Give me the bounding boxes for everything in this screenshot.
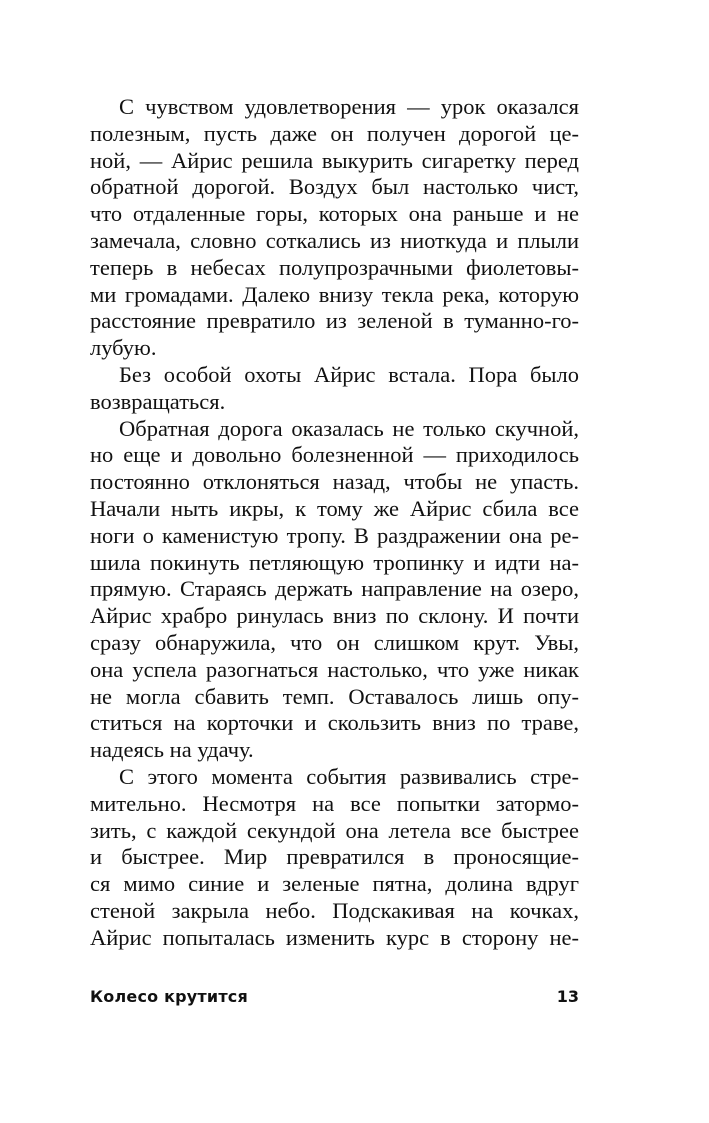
text-line: ся мимо синие и зеленые пятна, долина вдруг	[90, 871, 579, 897]
text-line: прямую. Стараясь держать направление на озеро,	[90, 576, 579, 602]
page-body	[90, 94, 579, 952]
text-line: лубую.	[90, 335, 157, 361]
text-line: Начали ныть икры, к тому же Айрис сбила все	[90, 495, 579, 521]
text-line: ми громадами. Далеко внизу текла река, которую	[90, 281, 579, 307]
text-line: теперь в небесах полупрозрачными фиолетовы-	[90, 254, 579, 280]
text-line: Без особой охоты Айрис встала. Пора было	[119, 361, 579, 387]
text-line: расстояние превратило из зеленой в туманно-го-	[90, 308, 579, 334]
text-line: обратной дорогой. Воздух был настолько чист,	[90, 174, 579, 200]
text-line: что отдаленные горы, которых она раньше и не	[90, 201, 579, 227]
text-line: зить, с каждой секундой она летела все быстрее	[90, 817, 579, 843]
text-line: шила покинуть петляющую тропинку и идти на-	[90, 549, 579, 575]
text-line: и быстрее. Мир превратился в проносящие-	[90, 844, 579, 870]
running-title: Колесо крутится	[90, 987, 248, 1006]
text-line: сразу обнаружила, что он слишком крут. Увы,	[90, 629, 579, 655]
text-line: Айрис попыталась изменить курс в сторону не-	[90, 924, 579, 950]
text-line: замечала, словно соткались из ниоткуда и плыли	[90, 227, 579, 253]
text-line: постоянно отклоняться назад, чтобы не упасть.	[90, 469, 579, 495]
text-line: полезным, пусть даже он получен дорогой це-	[90, 120, 579, 146]
text-line: ной, — Айрис решила выкурить сигаретку перед	[90, 147, 579, 173]
paragraph-1	[90, 94, 579, 362]
paragraph-2	[90, 362, 579, 416]
text-line: Айрис храбро ринулась вниз по склону. И почти	[90, 603, 579, 629]
paragraph-4	[90, 764, 579, 952]
text-line: С этого момента события развивались стре-	[119, 763, 579, 789]
text-line: мительно. Несмотря на все попытки затормо-	[90, 790, 579, 816]
paragraph-3	[90, 416, 579, 764]
text-line: надеясь на удачу.	[90, 737, 254, 763]
text-line: она успела разогнаться настолько, что уже никак	[90, 656, 579, 682]
page-number: 13	[556, 987, 579, 1006]
text-line: возвращаться.	[90, 388, 226, 414]
text-line: но еще и довольно болезненной — приходилось	[90, 442, 579, 468]
text-line: ноги о каменистую тропу. В раздражении она ре-	[90, 522, 579, 548]
text-line: ститься на корточки и скользить вниз по траве,	[90, 710, 579, 736]
text-line: С чувством удовлетворения — урок оказался	[119, 94, 579, 119]
text-line: стеной закрыла небо. Подскакивая на кочках,	[90, 897, 579, 923]
text-line: не могла сбавить темп. Оставалось лишь опу-	[90, 683, 579, 709]
page-footer	[90, 985, 579, 1009]
text-line: Обратная дорога оказалась не только скучной,	[119, 415, 579, 441]
